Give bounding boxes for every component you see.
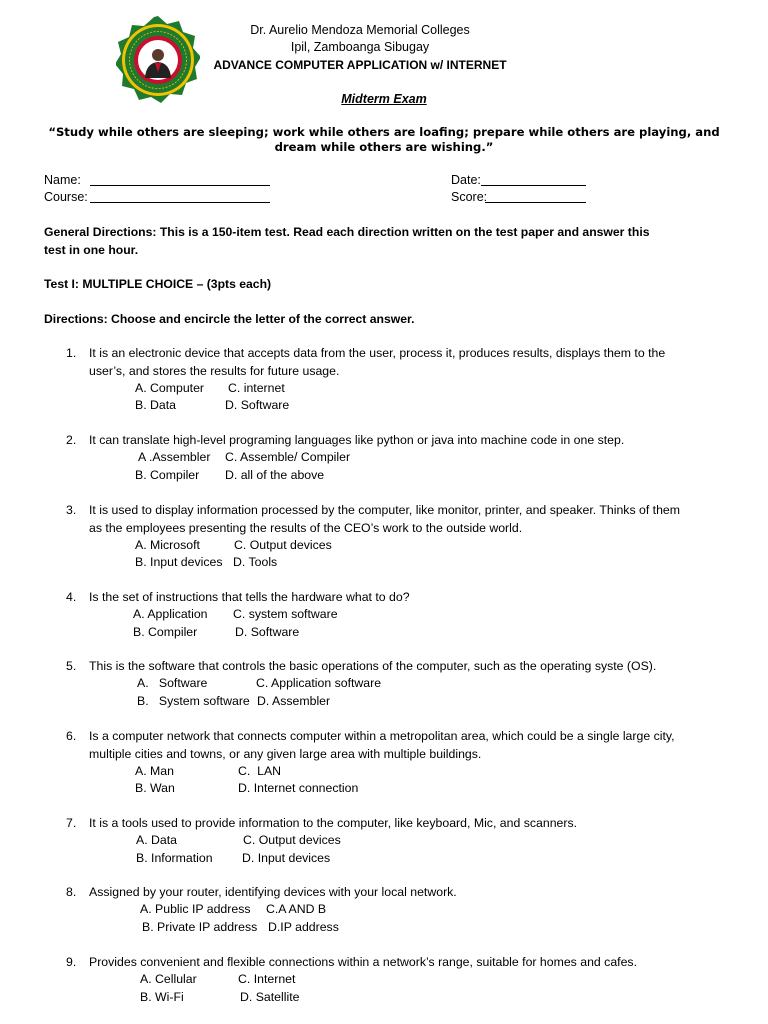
exam-title: Midterm Exam — [341, 92, 427, 106]
option-a[interactable]: A. Public IP address — [140, 902, 251, 916]
name-blank-line[interactable] — [90, 185, 270, 186]
option-a[interactable]: A. Application — [133, 607, 208, 621]
question-item — [44, 728, 684, 798]
date-field[interactable] — [451, 172, 591, 188]
option-d[interactable]: D. Assembler — [257, 694, 331, 708]
option-b[interactable]: B. Input devices — [135, 555, 223, 569]
question-number: 2. — [66, 433, 77, 447]
question-item — [44, 589, 684, 644]
question-text: Assigned by your router, identifying devices with your local network. — [89, 885, 457, 899]
question-text: It is used to display information processed by the computer, like monitor, printer, and speaker. Thinks of them as the employees presenting the results of the CEO’s work to the outside world. — [89, 503, 681, 535]
date-label: Date: — [451, 173, 481, 187]
question-number: 8. — [66, 885, 77, 899]
motivational-quote: “Study while others are sleeping; work while others are loafing; prepare while others are playing, and dream while others are wishing.” — [48, 125, 720, 154]
school-header — [200, 0, 520, 80]
option-d[interactable]: D. Tools — [233, 555, 278, 569]
school-name: Dr. Aurelio Mendoza Memorial Colleges — [250, 23, 470, 37]
option-a[interactable]: A. Software — [137, 676, 208, 690]
question-number: 7. — [66, 816, 77, 830]
question-text: Provides convenient and flexible connections within a network’s range, suitable for homes and cafes. — [89, 955, 637, 969]
score-label: Score: — [451, 190, 488, 204]
question-item — [44, 432, 684, 487]
course-field[interactable] — [44, 189, 274, 205]
name-label: Name: — [44, 173, 81, 187]
option-d[interactable]: D. Input devices — [242, 851, 331, 865]
question-item — [44, 884, 684, 939]
option-c[interactable]: C. Internet — [238, 972, 296, 986]
option-d[interactable]: D.IP address — [268, 920, 339, 934]
option-a[interactable]: A. Data — [136, 833, 178, 847]
option-b[interactable]: B. Private IP address — [142, 920, 258, 934]
option-d[interactable]: D. all of the above — [225, 468, 325, 482]
question-text: Is the set of instructions that tells the hardware what to do? — [89, 590, 410, 604]
test-directions: Directions: Choose and encircle the letter of the correct answer. — [44, 312, 415, 326]
option-b[interactable]: B. Compiler — [135, 468, 200, 482]
option-b[interactable]: B. Wi-Fi — [140, 990, 184, 1004]
option-d[interactable]: D. Satellite — [240, 990, 300, 1004]
question-text: This is the software that controls the basic operations of the computer, such as the operating syste (OS). — [89, 659, 657, 673]
name-field[interactable] — [44, 172, 274, 188]
question-text: It can translate high-level programing languages like python or java into machine code in one step. — [89, 433, 625, 447]
date-blank-line[interactable] — [481, 185, 586, 186]
question-item — [44, 658, 684, 713]
option-c[interactable]: C. internet — [228, 381, 285, 395]
school-location: Ipil, Zamboanga Sibugay — [290, 40, 430, 54]
option-c[interactable]: C. Application software — [256, 676, 382, 690]
option-a[interactable]: A. Man — [135, 764, 174, 778]
question-number: 5. — [66, 659, 77, 673]
test-title: Test I: MULTIPLE CHOICE – (3pts each) — [44, 277, 272, 291]
option-b[interactable]: B. Compiler — [133, 625, 198, 639]
question-number: 1. — [66, 346, 77, 360]
course-title: ADVANCE COMPUTER APPLICATION w/ INTERNET — [213, 58, 507, 72]
option-b[interactable]: B. System software — [137, 694, 250, 708]
option-c[interactable]: C. LAN — [238, 764, 282, 778]
option-b[interactable]: B. Information — [136, 851, 213, 865]
option-a[interactable]: A .Assembler — [138, 450, 211, 464]
question-item — [44, 345, 684, 415]
option-b[interactable]: B. Wan — [135, 781, 175, 795]
option-d[interactable]: D. Software — [235, 625, 300, 639]
option-d[interactable]: D. Software — [225, 398, 290, 412]
option-c[interactable]: C. system software — [233, 607, 338, 621]
question-text: It is a tools used to provide information to the computer, like keyboard, Mic, and scanners. — [89, 816, 578, 830]
course-label: Course: — [44, 190, 88, 204]
option-c[interactable]: C. Output devices — [243, 833, 341, 847]
question-item — [44, 815, 684, 870]
question-number: 4. — [66, 590, 77, 604]
option-d[interactable]: D. Internet connection — [238, 781, 359, 795]
question-text: It is an electronic device that accepts data from the user, process it, produces results, displays them to the user’s, and stores the results for future usage. — [89, 346, 666, 378]
question-number: 3. — [66, 503, 77, 517]
option-a[interactable]: A. Cellular — [140, 972, 197, 986]
question-number: 9. — [66, 955, 77, 969]
question-item — [44, 954, 684, 1009]
option-c[interactable]: C.A AND B — [266, 902, 327, 916]
option-c[interactable]: C. Output devices — [234, 538, 332, 552]
question-item — [44, 502, 684, 572]
question-number: 6. — [66, 729, 77, 743]
option-a[interactable]: A. Computer — [135, 381, 205, 395]
score-field[interactable] — [451, 189, 591, 205]
option-b[interactable]: B. Data — [135, 398, 177, 412]
question-text: Is a computer network that connects computer within a metropolitan area, which could be a single large city, multiple cities and towns, or any given large area with multiple buildings. — [89, 729, 675, 761]
score-blank-line[interactable] — [485, 202, 586, 203]
option-a[interactable]: A. Microsoft — [135, 538, 200, 552]
general-directions: General Directions: This is a 150-item test. Read each direction written on the test paper and answer this test in one hour. — [44, 225, 650, 257]
option-c[interactable]: C. Assemble/ Compiler — [225, 450, 351, 464]
course-blank-line[interactable] — [90, 202, 270, 203]
